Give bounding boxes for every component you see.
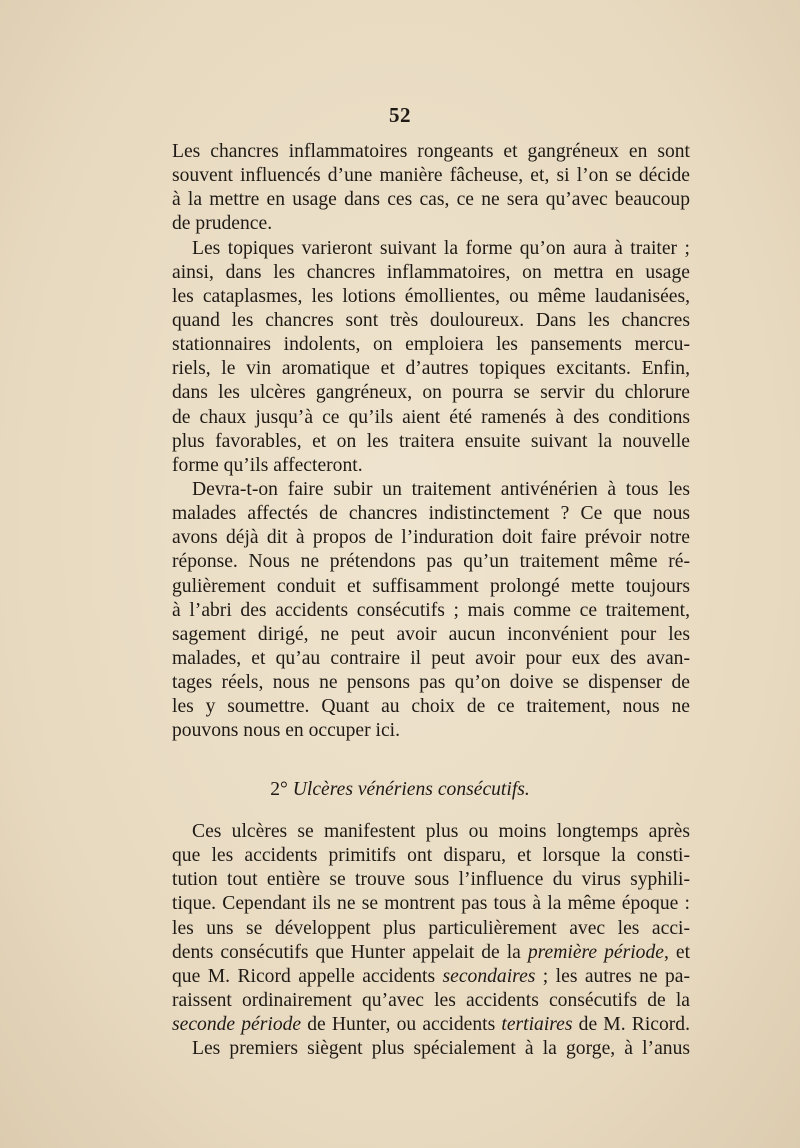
text-fragment: de M. Ricord. (572, 1014, 690, 1036)
italic-phrase: première période (527, 941, 664, 963)
text-line-mixed (172, 965, 690, 989)
text-fragment: , et (663, 941, 691, 963)
text-line: que les accidents primitifs ont disparu, et lorsque la consti- (172, 845, 690, 867)
text-line: les cataplasmes, les lotions émollientes, ou même laudanisées, (172, 285, 690, 307)
text-line: à la mettre en usage dans ces cas, ce ne sera qu’avec beaucoup (172, 189, 690, 211)
text-fragment: que M. Ricord appelle accidents (172, 965, 443, 987)
text-line: pouvons nous en occuper ici. (172, 720, 400, 742)
section-number: 2° (270, 779, 288, 800)
text-line: Les premiers siègent plus spécialement à la gorge, à l’anus (192, 1038, 690, 1060)
text-line: quand les chancres sont très douloureux. Dans les chancres (172, 309, 690, 331)
section-heading (0, 778, 800, 802)
text-line: stationnaires indolents, on emploiera les pansements mercu- (172, 334, 690, 356)
text-line: Les chancres inflammatoires rongeants et gangréneux en sont (172, 141, 690, 162)
text-line: les uns se développent plus particulièrement avec les acci- (172, 917, 690, 939)
text-line-mixed (172, 941, 690, 965)
text-line: avons déjà dit à propos de l’induration doit faire prévoir notre (172, 527, 690, 549)
text-fragment: de Hunter, ou accidents (301, 1014, 502, 1036)
text-line: de prudence. (172, 213, 273, 235)
paragraphs-upper (172, 140, 690, 744)
text-line: ainsi, dans les chancres inflammatoires, on mettra en usage (172, 261, 690, 283)
text-line: gulièrement conduit et suffisamment prolongé mette toujours (172, 575, 690, 597)
text-fragment: dents consécutifs que Hunter appelait de la (172, 941, 528, 963)
text-line: souvent influencés d’une manière fâcheuse, et, si l’on se décide (172, 165, 690, 187)
text-line: plus favorables, et on les traitera ensuite suivant la nouvelle (172, 430, 690, 452)
text-line: les y soumettre. Quant au choix de ce traitement, nous ne (172, 696, 690, 718)
text-line: Ces ulcères se manifestent plus ou moins longtemps après (192, 821, 690, 842)
italic-phrase: secondaires (442, 965, 536, 987)
text-line: réponse. Nous ne prétendons pas qu’un traitement même ré- (172, 551, 690, 573)
text-line: dans les ulcères gangréneux, on pourra se servir du chlorure (172, 382, 690, 404)
italic-phrase: seconde période (172, 1014, 302, 1036)
text-line: malades, et qu’au contraire il peut avoir pour eux des avan- (172, 647, 690, 669)
section-title: Ulcères vénériens consécutifs. (292, 779, 530, 800)
text-line: riels, le vin aromatique et d’autres topiques excitants. Enfin, (172, 358, 690, 380)
text-line: Devra-t-on faire subir un traitement antivénérien à tous les (192, 478, 690, 500)
text-line: raissent ordinairement qu’avec les accidents consécutifs de la (172, 989, 690, 1011)
text-line: tages réels, nous ne pensons pas qu’on doive se dispenser de (172, 672, 690, 694)
text-line: tique. Cependant ils ne se montrent pas tous à la même époque : (172, 893, 690, 915)
paragraphs-lower (172, 820, 690, 1061)
text-line-mixed (172, 1013, 690, 1037)
text-line: sagement dirigé, ne peut avoir aucun inconvénient pour les (172, 623, 690, 645)
text-line: forme qu’ils affecteront. (172, 454, 363, 476)
text-line: de chaux jusqu’à ce qu’ils aient été ramenés à des conditions (172, 406, 690, 428)
text-line: malades affectés de chancres indistinctement ? Ce que nous (172, 503, 690, 525)
text-line: à l’abri des accidents consécutifs ; mais comme ce traitement, (172, 599, 690, 621)
text-fragment: ; les autres ne pa- (535, 965, 690, 987)
text-line: Les topiques varieront suivant la forme qu’on aura à traiter ; (192, 237, 690, 259)
page-number: 52 (389, 103, 411, 127)
italic-phrase: tertiaires (501, 1014, 573, 1036)
text-line: tution tout entière se trouve sous l’influence du virus syphili- (172, 869, 690, 891)
